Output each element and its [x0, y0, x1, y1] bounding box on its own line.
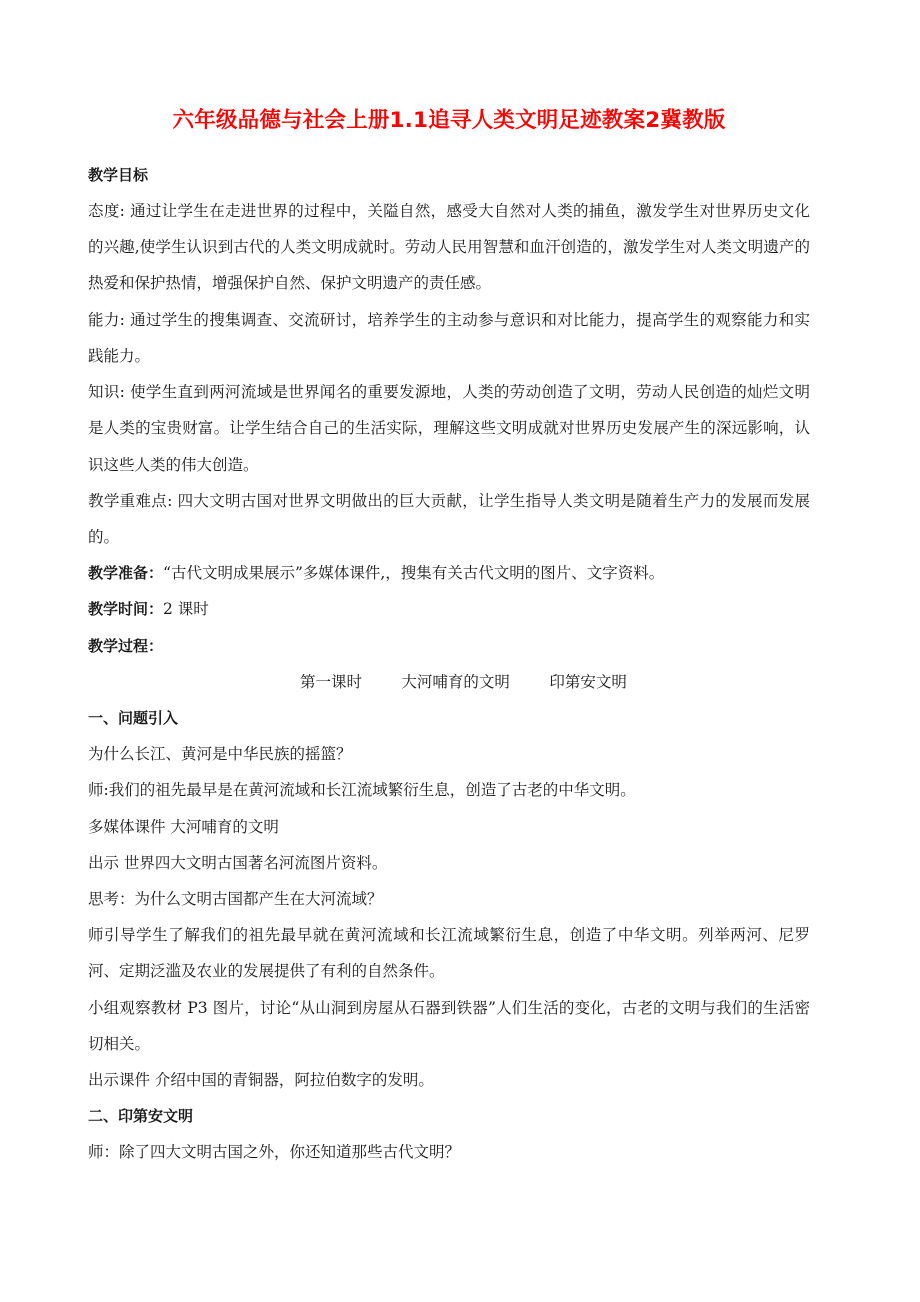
paragraph-attitude [88, 193, 810, 302]
title-spacer [88, 135, 810, 157]
paragraph-knowledge [88, 374, 810, 483]
label-teaching-process: 教学过程： [88, 636, 164, 655]
paragraph-group-observation: 小组观察教材 P3 图片，讨论“从山洞到房屋从石器到铁器”人们生活的变化，古老的文明与我们的生活密切相关。 [88, 998, 810, 1053]
paragraph-think-1: 思考：为什么文明古国都产生在大河流域？ [88, 889, 383, 908]
text-ability: 通过学生的搜集调查、交流研讨，培养学生的主动参与意识和对比能力，提高学生的观察能力和实践能力。 [88, 310, 810, 365]
label-ability: 能力: [88, 310, 125, 329]
text-knowledge: 使学生直到两河流域是世界闻名的重要发源地，人类的劳动创造了文明，劳动人民创造的灿烂文明是人类的宝贵财富。让学生结合自己的生活实际，理解这些文明成就对世界历史发展产生的深远影响，认识这些人类的伟大创造。 [88, 383, 810, 474]
page-title: 六年级品德与社会上册1.1追寻人类文明足迹教案2冀教版 [172, 108, 726, 133]
paragraph-teacher-2: 师：除了四大文明古国之外，你还知道那些古代文明？ [88, 1143, 461, 1162]
lesson-header-line: 第一课时 大河哺育的文明 印第安文明 [300, 672, 627, 691]
heading-part-one: 一、问题引入 [88, 708, 179, 727]
heading-teaching-objectives: 教学目标 [88, 165, 149, 184]
label-teaching-time: 教学时间： [88, 600, 164, 619]
text-teaching-time: 2 课时 [163, 600, 209, 619]
heading-part-two: 二、印第安文明 [88, 1107, 194, 1126]
paragraph-key-points [88, 483, 810, 555]
label-knowledge: 知识: [88, 383, 125, 402]
text-preparation: “古代文明成果展示”多媒体课件,，搜集有关古代文明的图片、文字资料。 [163, 564, 665, 583]
paragraph-teacher-1: 师:我们的祖先最早是在黄河流域和长江流域繁衍生息，创造了古老的中华文明。 [88, 781, 636, 800]
document-body [88, 0, 810, 1171]
label-attitude: 态度: [88, 202, 125, 221]
paragraph-courseware-1: 多媒体课件 大河哺育的文明 [88, 817, 279, 836]
paragraph-teaching-time [88, 591, 810, 627]
paragraph-teaching-process [88, 628, 810, 664]
label-preparation: 教学准备： [88, 564, 164, 583]
paragraph-question-1: 为什么长江、黄河是中华民族的摇篮？ [88, 745, 352, 764]
text-key-points: 四大文明古国对世界文明做出的巨大贡献，让学生指导人类文明是随着生产力的发展而发展的。 [88, 491, 810, 546]
paragraph-show-courseware: 出示课件 介绍中国的青铜器，阿拉伯数字的发明。 [88, 1070, 434, 1089]
paragraph-preparation [88, 555, 810, 591]
text-attitude: 通过让学生在走进世界的过程中，关隘自然，感受大自然对人类的捕鱼，激发学生对世界历史文化的兴趣,使学生认识到古代的人类文明成就时。劳动人民用智慧和血汗创造的，激发学生对人类文明遗产的热爱和保护热情，增强保护自然、保护文明遗产的责任感。 [88, 202, 810, 293]
paragraph-show-1: 出示 世界四大文明古国著名河流图片资料。 [88, 853, 388, 872]
paragraph-ability [88, 302, 810, 374]
paragraph-guidance-1: 师引导学生了解我们的祖先最早就在黄河流域和长江流域繁衍生息，创造了中华文明。列举两河、尼罗河、定期泛滥及农业的发展提供了有利的自然条件。 [88, 926, 810, 981]
label-key-points: 教学重难点: [88, 491, 173, 510]
